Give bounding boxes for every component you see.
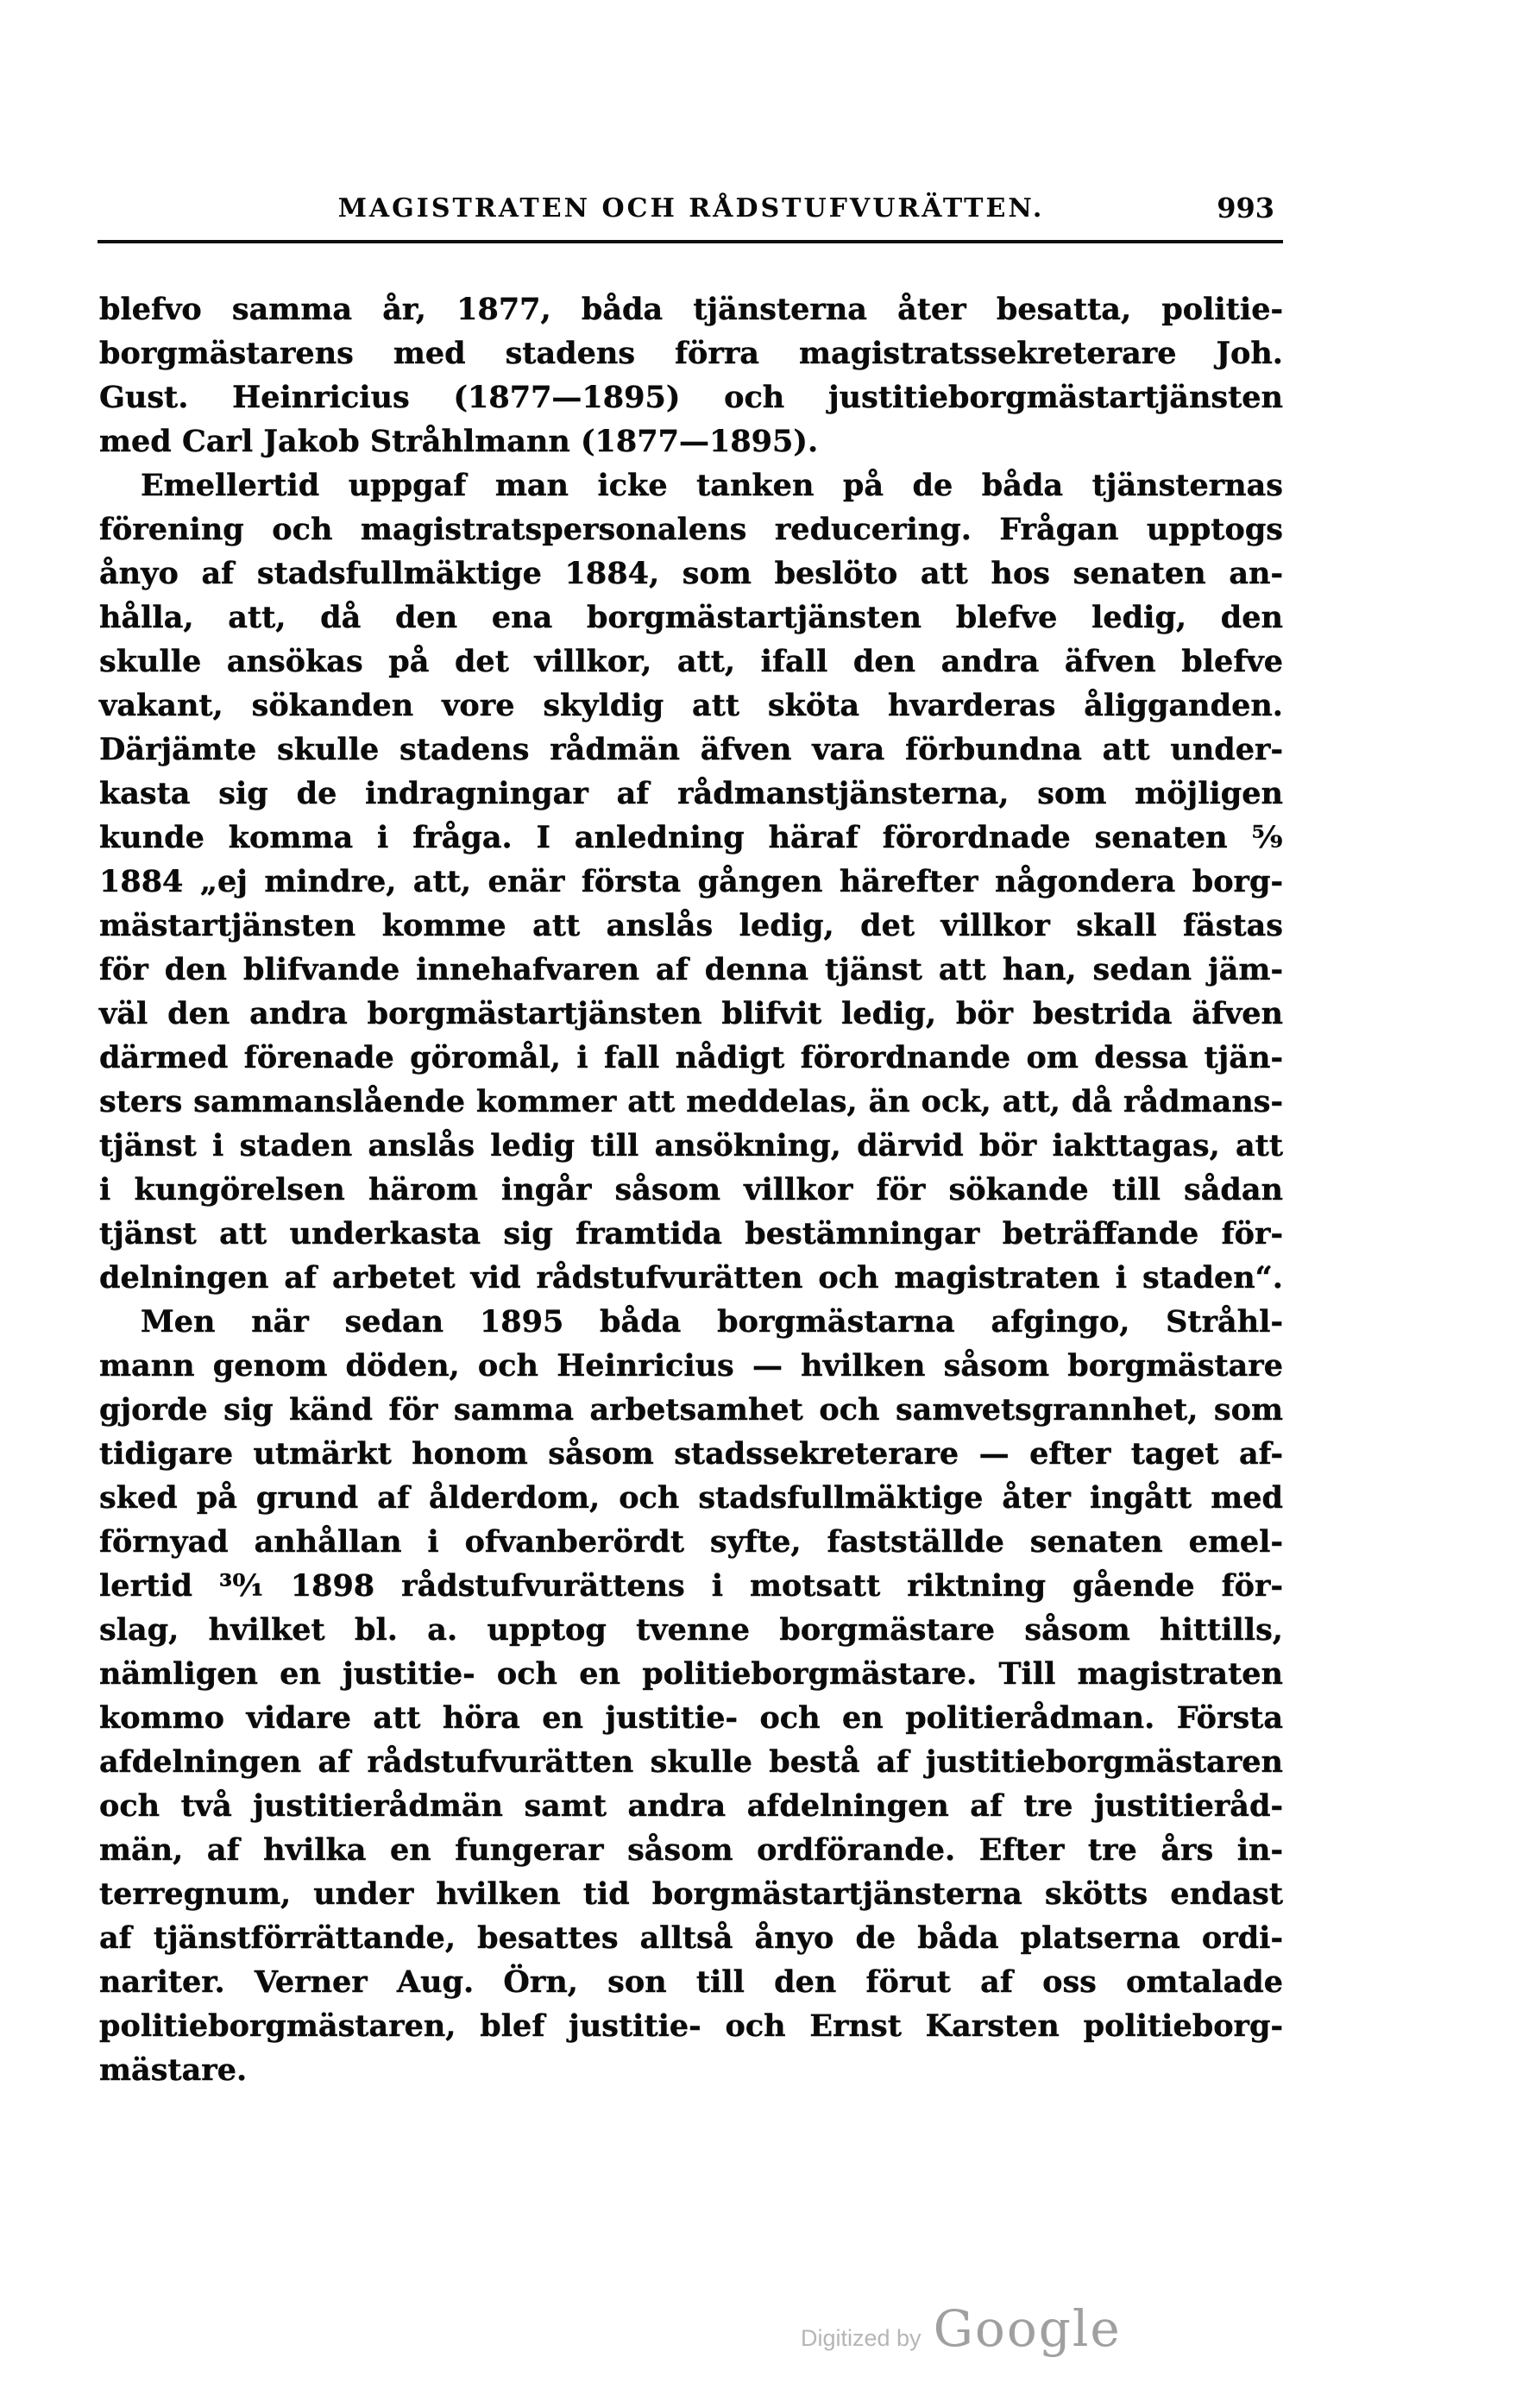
- text-line: nariter. Verner Aug. Örn, son till den förut af oss omtalade: [99, 1964, 1283, 2000]
- text-line: tjänst i staden anslås ledig till ansökning, därvid bör iakttagas, att: [99, 1128, 1283, 1163]
- text-line: delningen af arbetet vid rådstufvurätten och magistraten i staden“.: [99, 1260, 1283, 1295]
- text-line: Gust. Heinricius (1877—1895) och justitieborgmästartjänsten: [99, 380, 1283, 415]
- body-text: [99, 287, 1283, 2092]
- google-logo: Google: [933, 2299, 1122, 2358]
- text-line: terregnum, under hvilken tid borgmästartjänsterna skötts endast: [99, 1876, 1283, 1912]
- text-line: för den blifvande innehafvaren af denna tjänst att han, sedan jäm-: [99, 952, 1283, 987]
- text-line: vakant, sökanden vore skyldig att sköta hvarderas åligganden.: [99, 688, 1283, 723]
- text-line: af tjänstförrättande, besattes alltså ånyo de båda platserna ordi-: [99, 1920, 1283, 1956]
- text-line: med Carl Jakob Stråhlmann (1877—1895).: [99, 424, 819, 459]
- text-line: politieborgmästaren, blef justitie- och Ernst Karsten politieborg-: [99, 2008, 1283, 2044]
- text-line: kommo vidare att höra en justitie- och en politierådman. Första: [99, 1700, 1283, 1736]
- running-title: MAGISTRATEN OCH RÅDSTUFVURÄTTEN.: [337, 193, 1045, 224]
- text-line: ånyo af stadsfullmäktige 1884, som beslöto att hos senaten an-: [99, 556, 1283, 591]
- text-line: afdelningen af rådstufvurätten skulle bestå af justitieborgmästaren: [99, 1744, 1283, 1780]
- text-line: tidigare utmärkt honom såsom stadssekreterare — efter taget af-: [99, 1436, 1283, 1472]
- text-line: skulle ansökas på det villkor, att, ifall den andra äfven blefve: [99, 644, 1283, 679]
- text-line: väl den andra borgmästartjänsten blifvit ledig, bör bestrida äfven: [99, 996, 1283, 1031]
- text-line: mästartjänsten komme att anslås ledig, det villkor skall fästas: [99, 908, 1283, 943]
- text-line: slag, hvilket bl. a. upptog tvenne borgmästare såsom hittills,: [99, 1612, 1283, 1648]
- page-header: [99, 193, 1283, 235]
- text-line: lertid ³⁰⁄₁ 1898 rådstufvurättens i motsatt riktning gående för-: [99, 1568, 1283, 1604]
- text-line: borgmästarens med stadens förra magistratssekreterare Joh.: [99, 336, 1283, 371]
- text-line: förnyad anhållan i ofvanberördt syfte, fastställde senaten emel-: [99, 1524, 1283, 1560]
- text-line: därmed förenade göromål, i fall nådigt förordnande om dessa tjän-: [99, 1040, 1283, 1075]
- text-line: förening och magistratspersonalens reducering. Frågan upptogs: [99, 512, 1283, 547]
- text-line: män, af hvilka en fungerar såsom ordförande. Efter tre års in-: [99, 1832, 1283, 1868]
- text-line: kasta sig de indragningar af rådmanstjänsterna, som möjligen: [99, 776, 1283, 811]
- text-line: 1884 „ej mindre, att, enär första gången härefter någondera borg-: [99, 864, 1283, 899]
- text-line: Emellertid uppgaf man icke tanken på de båda tjänsternas: [141, 468, 1283, 503]
- text-line: sked på grund af ålderdom, och stadsfullmäktige åter ingått med: [99, 1480, 1283, 1516]
- text-line: tjänst att underkasta sig framtida bestämningar beträffande för-: [99, 1216, 1283, 1251]
- text-line: kunde komma i fråga. I anledning häraf förordnade senaten ⁵⁄₉: [99, 820, 1283, 855]
- header-rule: [98, 240, 1283, 243]
- text-line: nämligen en justitie- och en politieborgmästare. Till magistraten: [99, 1656, 1283, 1692]
- page-number: 993: [1217, 192, 1274, 224]
- text-line: blefvo samma år, 1877, båda tjänsterna åter besatta, politie-: [99, 292, 1283, 327]
- text-line: mästare.: [99, 2052, 248, 2088]
- text-line: gjorde sig känd för samma arbetsamhet och samvetsgrannhet, som: [99, 1392, 1283, 1428]
- text-line: och två justitierådmän samt andra afdelningen af tre justitieråd-: [99, 1788, 1283, 1824]
- text-line: Därjämte skulle stadens rådmän äfven vara förbundna att under-: [99, 732, 1283, 767]
- text-line: sters sammanslående kommer att meddelas, än ock, att, då rådmans-: [99, 1084, 1283, 1119]
- text-line: mann genom döden, och Heinricius — hvilken såsom borgmästare: [99, 1348, 1283, 1384]
- text-line: i kungörelsen härom ingår såsom villkor för sökande till sådan: [99, 1172, 1283, 1207]
- digitized-by-label: Digitized by: [801, 2325, 922, 2351]
- digitization-watermark: [801, 2299, 1122, 2358]
- text-line: Men när sedan 1895 båda borgmästarna afgingo, Stråhl-: [141, 1304, 1283, 1340]
- text-line: hålla, att, då den ena borgmästartjänsten blefve ledig, den: [99, 600, 1283, 635]
